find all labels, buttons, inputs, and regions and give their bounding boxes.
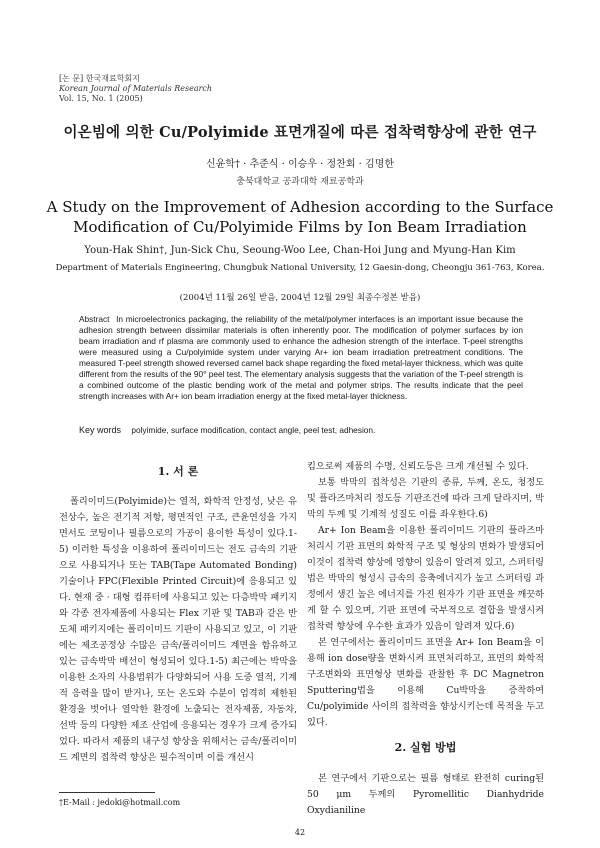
right-paragraph-1: 킴으로써 제품의 수명, 신뢰도등은 크게 개선될 수 있다. — [307, 461, 529, 472]
right-column-bottom — [307, 771, 544, 819]
right-paragraph-3: Ar+ Ion Beam을 이용한 폴리이미드 기판의 플라즈마처리시 기판 표면의 화학적 구조 및 형상의 변화가 발생되어 이것이 접착력 향상에 영향이 있음이 알려져 있고, 스퍼터링법은 박막의 형성시 금속의 응축에너지가 높고 스퍼터링 과정에서 생긴 높은 에너지를 가진 원자가 기판 표면을 깨끗하게 할 수 있으며, 기판 표면에 국부적으로 결합을 발생시켜 접착력 향상에 우수한 효과가 있음이 알려져 있다.6) — [307, 525, 544, 632]
abstract-label: Abstract — [79, 314, 110, 324]
left-column — [59, 494, 297, 766]
english-title-line-2: Modification of Cu/Polyimide Films by Ion Beam Irradiation — [73, 218, 527, 236]
section-1-heading: 1. 서 론 — [157, 465, 199, 478]
footnote-email: †E-Mail : jedoki@hotmail.com — [59, 798, 181, 807]
keywords-label: Key words — [79, 425, 122, 435]
right-paragraph-2: 보통 박막의 접착성은 기판의 종류, 두께, 온도, 청정도 및 플라즈마처리 정도등 기판조건에 따라 크게 달라지며, 박막의 두께 및 기계적 성질도 이를 좌우한다.6) — [307, 477, 544, 520]
footnote-rule — [59, 792, 155, 793]
intro-paragraph: 폴리이미드(Polyimide)는 열적, 화학적 안정성, 낮은 유전상수, 높은 전기적 저항, 평면적인 구조, 큰윤연성을 가지면서도 코팅이나 필름으로의 가공이 용이한 특성이 있다.1-5) 이러한 특성을 이용하여 폴리이미드는 전도 금속의 기판으로 사용되거나 또는 TAB(Tape Automated Bonding) 기술이나 FPC(Flexible Printed Circuit)에 응용되고 있다. 현재 중 · 대형 컴퓨터에 사용되고 있는 다층박막 패키지와 각종 전자제품에 사용되는 Flex 기판 및 TAB과 같은 반도체 패키지에는 폴리이미드 기판이 사용되고 있고, 이 기판에는 제조공정상 수많은 금속/폴리이미드 계면을 함유하고 있는 금속박막 배선이 형성되어 있다.1-5) 최근에는 박막을 이용한 소자의 사용범위가 다양화되어 사용 도중 열적, 기계적 응력을 많이 받거나, 또는 온도와 수분이 엄격히 제한된 환경을 벗어나 열악한 환경에 노출되는 전자제품, 자동차, 선박 등의 다양한 제조 산업에 응용되는 경우가 크게 증가되었다. 따라서 제품의 내구성 향상을 위해서는 금속/폴리이미드 계면의 접착력 향상은 필수적이며 이를 개선시 — [59, 496, 297, 763]
keywords-text: polyimide, surface modification, contact angle, peel test, adhesion. — [131, 425, 376, 435]
abstract-text: In microelectronics packaging, the reliability of the metal/polymer interfaces is an important issue because the adhesion strength between dissimilar materials is often inherently poor. The modification of polymer surfaces by ion beam irradiation and rf plasma are commonly used to enhance the adhesion strength of the interface. T-peel strengths were measured using a Cu/polyimide system under varying Ar+ ion beam irradiation pretreatment conditions. The measured T-peel strength showed reversed camel back shape regarding the fixed metal-layer thickness, which was quite different from the results of the 90° peel test. The elementary analysis suggests that the variation of the T-peel strength is a combined outcome of the plastic bending work of the metal and polymer strips. The results indicate that the peel strength increases with Ar+ ion beam irradiation energy at the fixed metal-layer thickness. — [79, 314, 523, 401]
keywords — [79, 425, 523, 435]
section-2-heading: 2. 실험 방법 — [394, 741, 457, 754]
page-number: 42 — [294, 828, 306, 837]
english-affiliation: Department of Materials Engineering, Chungbuk National University, 12 Gaesin-dong, Cheongju 361-763, Korea. — [55, 263, 545, 273]
korean-authors: 신윤학† · 추준식 · 이승우 · 정찬회 · 김명한 — [205, 159, 395, 170]
right-column — [307, 459, 544, 731]
methods-paragraph: 본 연구에서 기판으로는 필름 형태로 완전히 curing된 50 μm 두께의 Pyromellitic Dianhydride Oxydianiline — [307, 773, 544, 816]
english-authors: Youn-Hak Shin†, Jun-Sick Chu, Seoung-Woo Lee, Chan-Hoi Jung and Myung-Han Kim — [84, 245, 516, 256]
journal-korean-name: [논 문] 한국재료학회지 — [59, 74, 140, 83]
korean-title: 이온빔에 의한 Cu/Polyimide 표면개질에 따른 접착력향상에 관한 연구 — [63, 124, 537, 141]
journal-english-name: Korean Journal of Materials Research — [59, 84, 213, 93]
english-title-line-1: A Study on the Improvement of Adhesion according to the Surface — [46, 198, 554, 216]
korean-affiliation: 충북대학교 공과대학 재료공학과 — [236, 177, 364, 187]
right-paragraph-4: 본 연구에서는 폴리이미드 표면을 Ar+ Ion Beam을 이용해 ion dose량을 변화시켜 표면처리하고, 표면의 화학적 구조변화와 표면형상 변화를 관찰한 후 DC Magnetron Sputtering법을 이용해 Cu박막을 증착하여 Cu/polyimide 사이의 접착력을 향상시키는데 목적을 두고 있다. — [307, 637, 544, 728]
english-title — [40, 197, 560, 237]
journal-header — [59, 74, 212, 104]
abstract — [79, 314, 523, 402]
journal-volume: Vol. 15, No. 1 (2005) — [59, 94, 143, 103]
received-dates: (2004년 11월 26일 받음, 2004년 12월 29일 최종수정본 받음) — [179, 293, 421, 303]
